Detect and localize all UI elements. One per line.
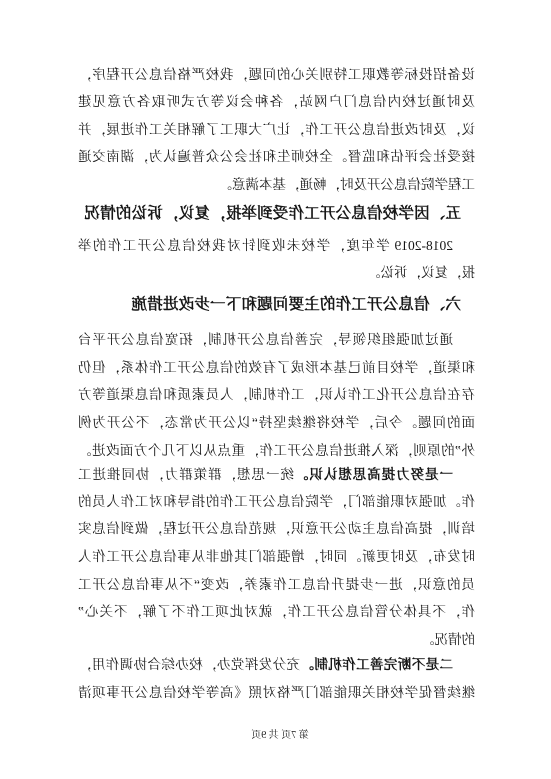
text-line: 2018-2019 学年度，学校未收到针对我校信息公开工作的举	[78, 238, 453, 253]
text-line: 员的意识，进一步提升信息工作素养，改变“不从事信息公开工	[78, 577, 475, 592]
text-line	[78, 465, 453, 485]
text-line: 作，不具体分管信息公开工作，就对此项工作不了解，不关心”	[78, 604, 475, 619]
text-line: 外”的原则，深入推进信息公开工作，重点从以下几个方面改进。	[78, 443, 475, 458]
text-line: 议，及时改进信息公开工作，让广大职工了解相关工作进展，并	[78, 122, 475, 137]
text-line: 存在信息公开化工作认识，工作机制，人员素质和信息渠道等方	[78, 387, 475, 402]
section-heading: 五、因学校信息公开工作受到举报，复议，诉讼的情况	[84, 205, 461, 222]
text-line: 和渠道，学校目前已基本形成了有效的信息公开工作体系，但仍	[78, 360, 475, 375]
text-line: 面的问题。今后，学校将继续坚持“以公开为常态，不公开为例	[78, 415, 475, 430]
page-footer: 第 7页 共 9页	[251, 730, 309, 741]
text-line: 时发布，及时更新。同时，增强部门其他非从事信息公开工作人	[78, 549, 475, 564]
text-line	[78, 655, 453, 675]
paragraph-lead: 一是努力提高思想认识。	[293, 467, 453, 482]
text-line: 接受社会评估和监督。全校师生和社会公众普遍认为，湖南交通	[78, 149, 475, 164]
text-line: 报，复议，诉讼。	[367, 265, 475, 280]
text-line: 工程学院信息公开及时，畅通，基本满意。	[218, 177, 475, 192]
text-line: 通过加强组织领导，完善信息公开机制，拓宽信息公开平台	[78, 332, 453, 347]
text-line: 培训，提高信息主动公开意识，规范信息公开过程，做到信息实	[78, 521, 475, 536]
paragraph-lead: 二是不断完善工作机制。	[300, 657, 453, 672]
section-heading: 六、信息公开工作的主要问题和下一步改进措施	[131, 296, 461, 313]
text-line: 设备招投标等教职工特别关心的问题，我校严格信息公开程序，	[78, 67, 475, 82]
text-run: 充分发挥党办，校办综合协调作用，	[77, 657, 301, 672]
text-line: 的情况。	[421, 632, 475, 647]
text-line: 作。加强对职能部门，学院信息公开工作的指导和对工作人员的	[78, 494, 475, 509]
text-line: 继续督促学校相关职能部门严格对照《高等学校信息公开事项清	[78, 685, 475, 700]
text-line: 及时通过校内信息门户网站，各种会议等方式听取各方意见建	[78, 94, 475, 109]
text-run: 统一思想，群策群力，协同推进工	[77, 467, 294, 482]
